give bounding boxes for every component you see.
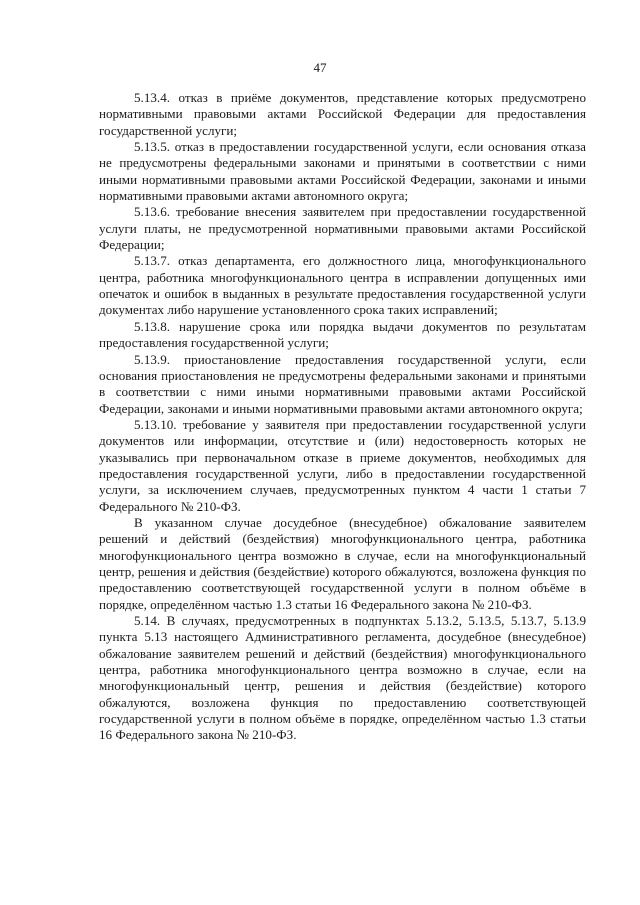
paragraph-5-13-4: 5.13.4. отказ в приёме документов, представление которых предусмотрено нормативными правовыми актами Российской Федерации для предоставления государственной услуги; bbox=[99, 90, 586, 138]
paragraph-5-13-8: 5.13.8. нарушение срока или порядка выдачи документов по результатам предоставления государственной услуги; bbox=[99, 318, 586, 351]
paragraph-5-13-9: 5.13.9. приостановление предоставления государственной услуги, если основания приостановления не предусмотрены федеральными законами и принятыми в соответствии с ними иными нормативными правовыми актами Российской Федерации, законами и иными нормативными правовыми актами автономного округа; bbox=[99, 351, 586, 416]
paragraph-mfc-appeal: В указанном случае досудебное (внесудебное) обжалование заявителем решений и действий (бездействия) многофункционального центра, работника многофункционального центра возможно в случае, если на многофункциональный центр, решения и действия (бездействие) которого обжалуются, возложена функция по предоставлению соответствующей государственной услуги в полном объёме в порядке, определённом частью 1.3 статьи 16 Федерального закона № 210-ФЗ. bbox=[99, 514, 586, 612]
paragraph-5-13-10: 5.13.10. требование у заявителя при предоставлении государственной услуги документов или информации, отсутствие и (или) недостоверность которых не указывались при первоначальном отказе в приеме документов, необходимых для предоставления государственной услуги, либо в предоставлении государственной услуги, за исключением случаев, предусмотренных пунктом 4 части 1 статьи 7 Федерального № 210-ФЗ. bbox=[99, 416, 586, 514]
paragraph-5-14: 5.14. В случаях, предусмотренных в подпунктах 5.13.2, 5.13.5, 5.13.7, 5.13.9 пункта 5.13 настоящего Административного регламента, досудебное (внесудебное) обжалование заявителем решений и действий (бездействия) многофункционального центра, работника многофункционального центра возможно в случае, если на многофункциональный центр, решения и действия (бездействие) которого обжалуются, возложена функция по предоставлению соответствующей государственной услуги в полном объёме в порядке, определённом частью 1.3 статьи 16 Федерального закона № 210-ФЗ. bbox=[99, 613, 586, 743]
paragraph-5-13-6: 5.13.6. требование внесения заявителем при предоставлении государственной услуги платы, не предусмотренной нормативными правовыми актами Российской Федерации; bbox=[99, 204, 586, 253]
page-number: 47 bbox=[313, 60, 327, 75]
document-body bbox=[99, 90, 586, 744]
paragraph-5-13-7: 5.13.7. отказ департамента, его должностного лица, многофункционального центра, работника многофункционального центра в исправлении допущенных ими опечаток и ошибок в выданных в результате предоставления государственной услуги документах либо нарушение установленного срока таких исправлений; bbox=[99, 253, 586, 318]
paragraph-5-13-5: 5.13.5. отказ в предоставлении государственной услуги, если основания отказа не предусмотрены федеральными законами и принятыми в соответствии с ними иными нормативными правовыми актами Российской Федерации, законами и иными нормативными правовыми актами автономного округа; bbox=[99, 139, 586, 204]
